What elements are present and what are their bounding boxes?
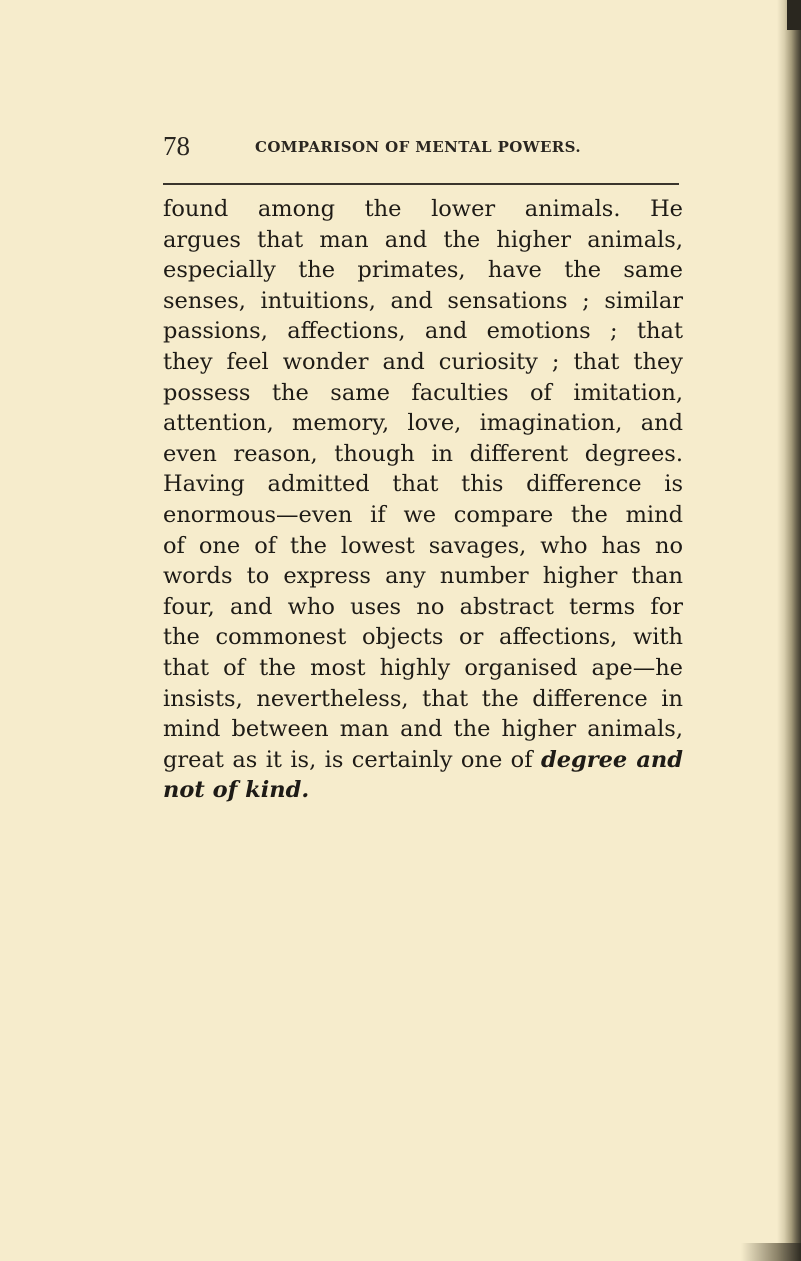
text-line: four, and who uses no abstract terms for bbox=[163, 593, 683, 620]
text-line: that of the most highly organised ape—he bbox=[163, 654, 683, 681]
text-line: enormous—even if we compare the mind bbox=[163, 501, 683, 528]
text-line: of one of the lowest savages, who has no bbox=[163, 532, 683, 559]
text-line: the commonest objects or affections, with bbox=[163, 624, 683, 651]
text-line-19-prefix: great as it is, is certainly one of bbox=[163, 746, 541, 773]
text-line: attention, memory, love, imagination, and bbox=[163, 410, 683, 437]
text-line: especially the primates, have the same bbox=[163, 257, 683, 284]
text-line: they feel wonder and curiosity ; that they bbox=[163, 348, 683, 375]
page-edge-shadow bbox=[777, 0, 801, 1261]
running-title: COMPARISON OF MENTAL POWERS. bbox=[255, 138, 581, 156]
text-line-19 bbox=[163, 745, 683, 776]
text-line: Having admitted that this difference is bbox=[163, 471, 683, 498]
text-line-20 bbox=[163, 775, 683, 806]
text-line: found among the lower animals. He bbox=[163, 196, 683, 222]
text-line: passions, affections, and emotions ; that bbox=[163, 318, 683, 345]
text-line: argues that man and the higher animals, bbox=[163, 226, 683, 253]
text-line: insists, nevertheless, that the difference in bbox=[163, 685, 683, 712]
header-rule bbox=[163, 183, 679, 185]
page-edge-dark-corner bbox=[787, 0, 801, 30]
text-line: words to express any number higher than bbox=[163, 563, 683, 590]
text-line: mind between man and the higher animals, bbox=[163, 716, 683, 743]
emphasis-degree-and: degree and bbox=[540, 746, 683, 773]
text-line: senses, intuitions, and sensations ; similar bbox=[163, 287, 683, 314]
emphasis-not-of-kind: not of kind. bbox=[163, 777, 310, 804]
page-edge-bottom-shadow bbox=[741, 1243, 801, 1261]
page-number: 78 bbox=[163, 131, 190, 161]
body-paragraph bbox=[163, 194, 683, 806]
text-line: possess the same faculties of imitation, bbox=[163, 379, 683, 406]
text-line: even reason, though in different degrees. bbox=[163, 440, 683, 467]
page-header bbox=[163, 131, 679, 161]
